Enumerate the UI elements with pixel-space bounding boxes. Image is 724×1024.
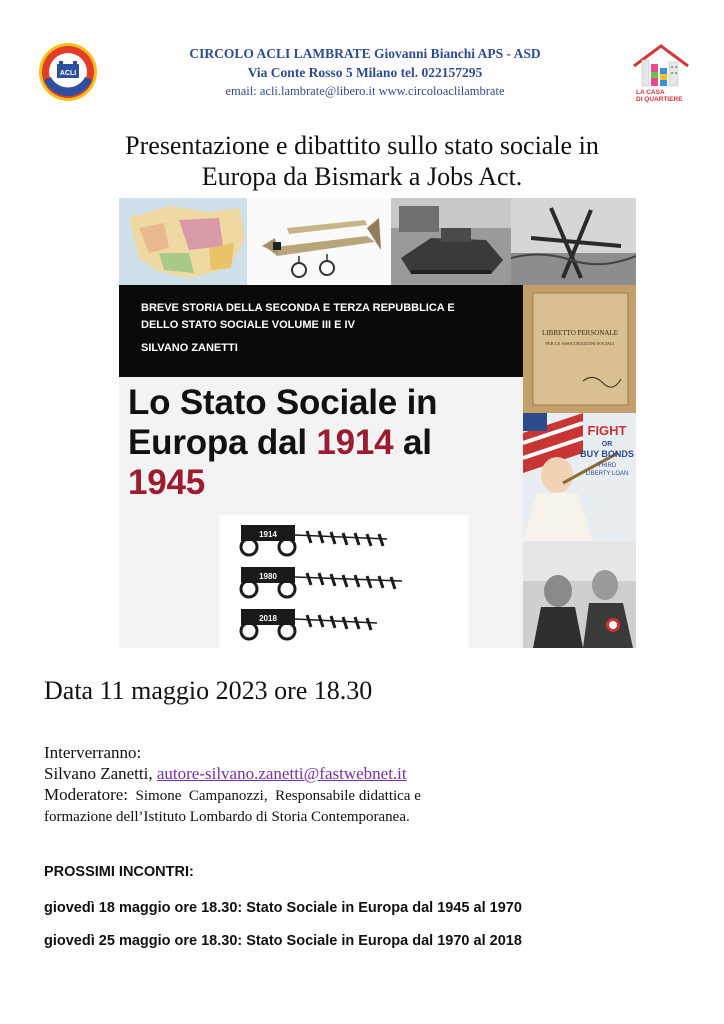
next-meeting-item: giovedì 25 maggio ore 18.30: Stato Sociale in Europa dal 1970 al 2018 [44,933,522,949]
casa-logo-line1: LA CASA [636,89,665,96]
org-website[interactable]: www.circoloaclilambrate [378,84,505,98]
moderator-label: Moderatore: [44,785,129,804]
book-series-line1: BREVE STORIA DELLA SECONDA E TERZA REPUBBLICA E [141,302,455,314]
wagon-row-3 [241,609,377,639]
speaker-line [44,763,684,784]
book-series-line2: DELLO STATO SOCIALE VOLUME III E IV [141,319,355,331]
speaker-name: Silvano Zanetti, [44,764,157,783]
moderator-line2: formazione dell’Istituto Lombardo di Storia Contemporanea. [44,809,410,825]
speaker-email-link[interactable]: autore-silvano.zanetti@fastwebnet.it [156,764,407,783]
book-title-part2: Europa dal [128,423,317,462]
wagon-tug-of-war-icon [219,515,469,648]
poster-word1: FIGHT [587,423,627,438]
poster-word3: BUY BONDS [580,449,634,459]
wheels-illustration [219,515,469,648]
poster-word4: THIRD [597,463,617,469]
book-author: SILVANO ZANETTI [141,342,238,354]
org-address: Via Conte Rosso 5 Milano tel. 022157295 [247,65,483,80]
poster-word2: OR [601,441,613,448]
page-title-line2: Europa da Bismark a Jobs Act. [201,162,523,191]
book-series [141,300,521,334]
org-email[interactable]: acli.lambrate@libero.it [259,84,376,98]
event-date: Data 11 maggio 2023 ore 18.30 [44,676,373,705]
book-title-year2: 1945 [128,463,206,502]
speakers-block [44,742,684,828]
next-meeting-item: giovedì 18 maggio ore 18.30: Stato Sociale in Europa dal 1945 al 1970 [44,900,522,916]
book-title-line1: Lo Stato Sociale in [128,383,438,422]
book-title-part3: al [393,423,432,462]
book-title-year1: 1914 [316,423,394,462]
page-title [40,130,684,192]
booklet-line1: LIBRETTO PERSONALE [542,329,618,337]
next-meetings-title: PROSSIMI INCONTRI: [44,864,194,880]
wheel-year-2: 1980 [259,572,277,581]
casa-logo-line2: DI QUARTIERE [636,96,683,103]
war-bond-poster [523,413,636,541]
acli-logo-center-text: ACLI [59,70,77,77]
wagon-row-2 [241,567,402,597]
book-cover-image [119,198,636,648]
wagon-row-1 [241,525,387,555]
trench-photo [511,198,636,285]
moderator-text: Simone Campanozzi, Responsabile didattica e [128,788,421,804]
wheel-year-1: 1914 [259,530,277,539]
dictators-photo [523,541,636,648]
liberty-poster-icon [523,413,636,541]
acli-circle-logo-icon [38,42,98,102]
org-contact-line [130,82,600,101]
map-photo [119,198,247,285]
wheel-year-3: 2018 [259,614,277,623]
org-name: CIRCOLO ACLI LAMBRATE Giovanni Bianchi APS - ASD [189,46,541,61]
barbed-wire-icon [511,198,636,285]
acli-logo [38,42,98,102]
booklet-icon [523,285,636,413]
tank-photo [391,198,511,285]
tank-icon [391,198,511,285]
book-title-line2 [128,423,523,463]
europe-map-icon [119,198,247,285]
booklet-photo [523,285,636,413]
page-title-line1: Presentazione e dibattito sullo stato sociale in [125,131,599,160]
poster-word5: LIBERTY LOAN [585,471,629,477]
historic-figures-icon [523,541,636,648]
header-contacts [130,44,600,101]
moderator-line [44,784,684,807]
casa-di-quartiere-logo [630,42,692,104]
email-label: email: [225,84,257,98]
speakers-intro: Interverranno: [44,743,142,762]
biplane-photo [247,198,391,285]
la-casa-di-quartiere-logo-icon [630,42,692,104]
booklet-line2: PER LE ASSICURAZIONI SOCIALI [545,341,615,346]
biplane-icon [247,198,391,285]
book-title [128,383,523,503]
